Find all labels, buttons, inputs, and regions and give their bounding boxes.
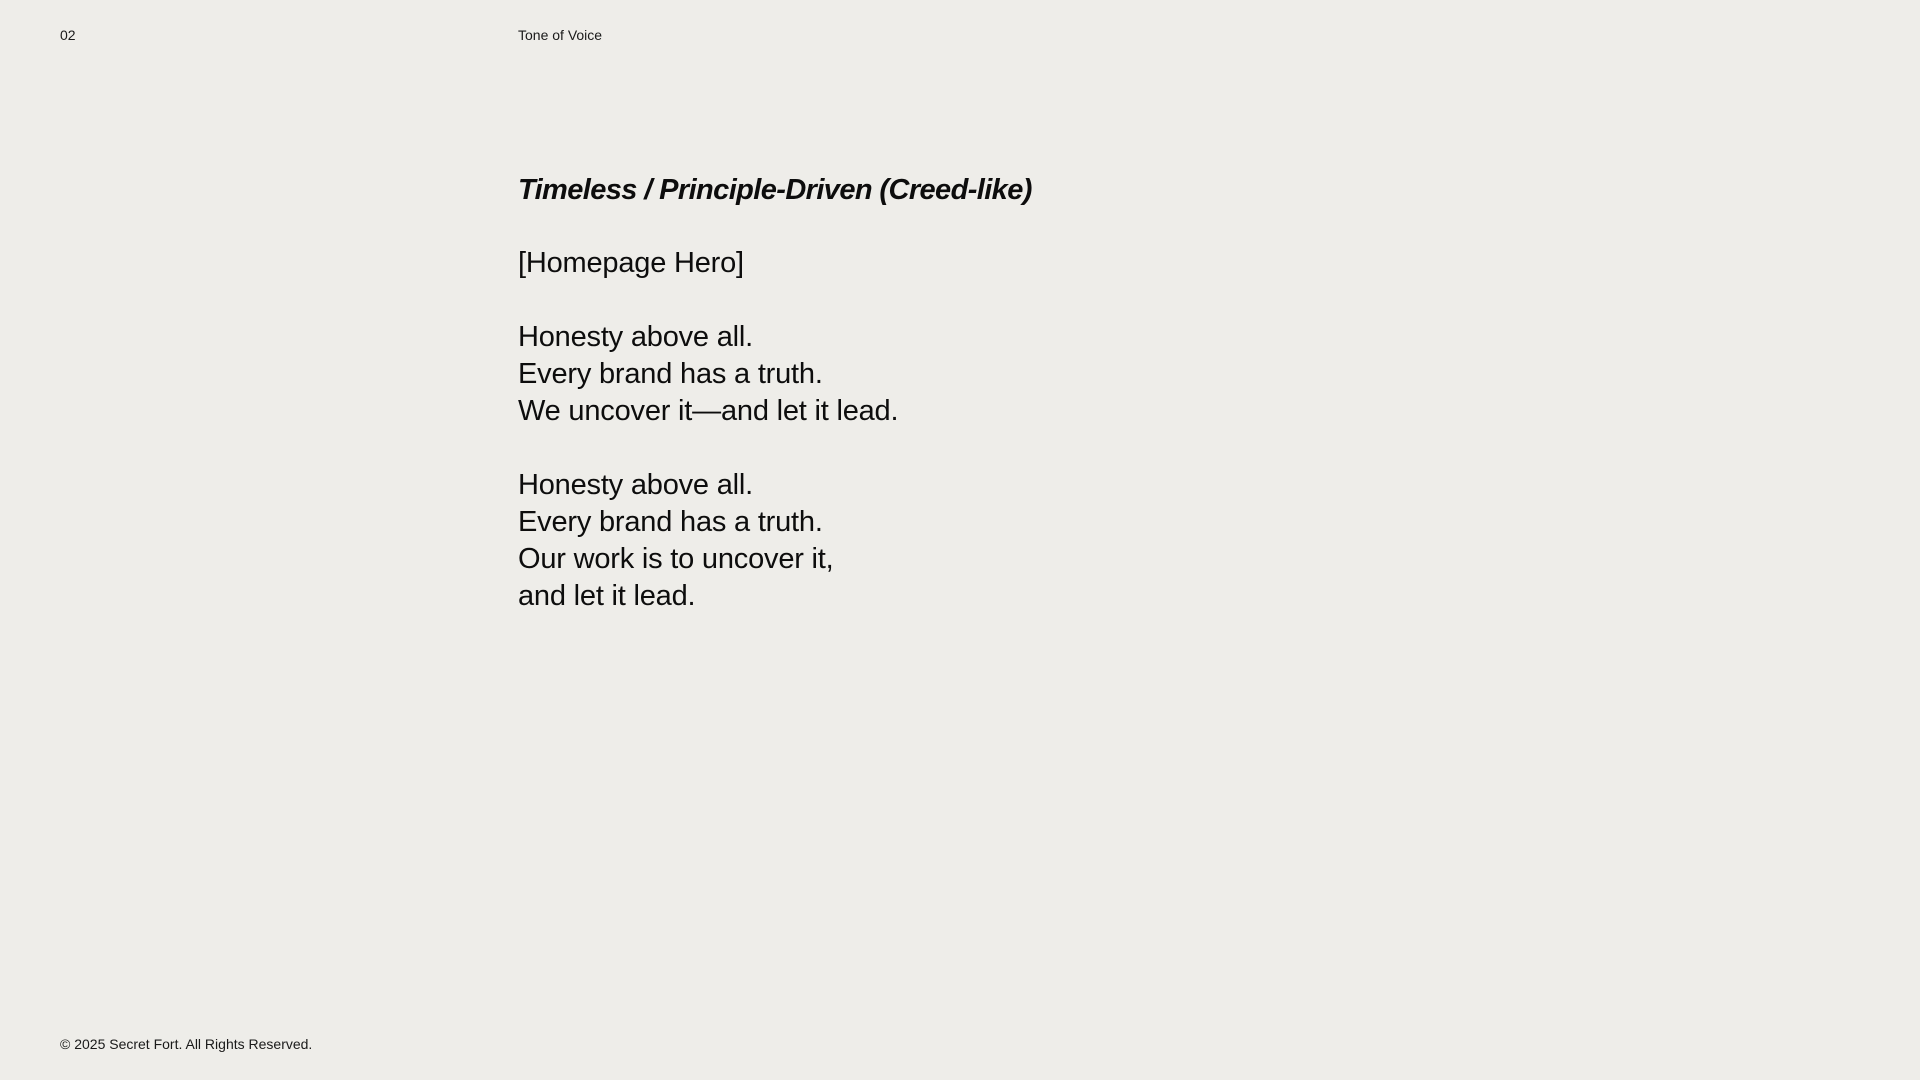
main-content	[518, 172, 1418, 652]
copy-line: Honesty above all.	[518, 321, 753, 353]
footer-copyright: © 2025 Secret Fort. All Rights Reserved.	[60, 1036, 313, 1052]
copy-line: We uncover it—and let it lead.	[518, 395, 899, 427]
copy-line: Our work is to uncover it,	[518, 543, 834, 575]
copy-stanza-2	[518, 467, 1418, 615]
hero-label: [Homepage Hero]	[518, 247, 744, 279]
copy-line: Every brand has a truth.	[518, 506, 823, 538]
copy-line: Honesty above all.	[518, 469, 753, 501]
copy-stanza-1	[518, 319, 1418, 430]
page-number: 02	[60, 27, 76, 43]
page-heading: Timeless / Principle-Driven (Creed-like)	[518, 174, 1032, 206]
copy-line: Every brand has a truth.	[518, 358, 823, 390]
copy-line: and let it lead.	[518, 580, 696, 612]
section-label: Tone of Voice	[518, 27, 603, 43]
